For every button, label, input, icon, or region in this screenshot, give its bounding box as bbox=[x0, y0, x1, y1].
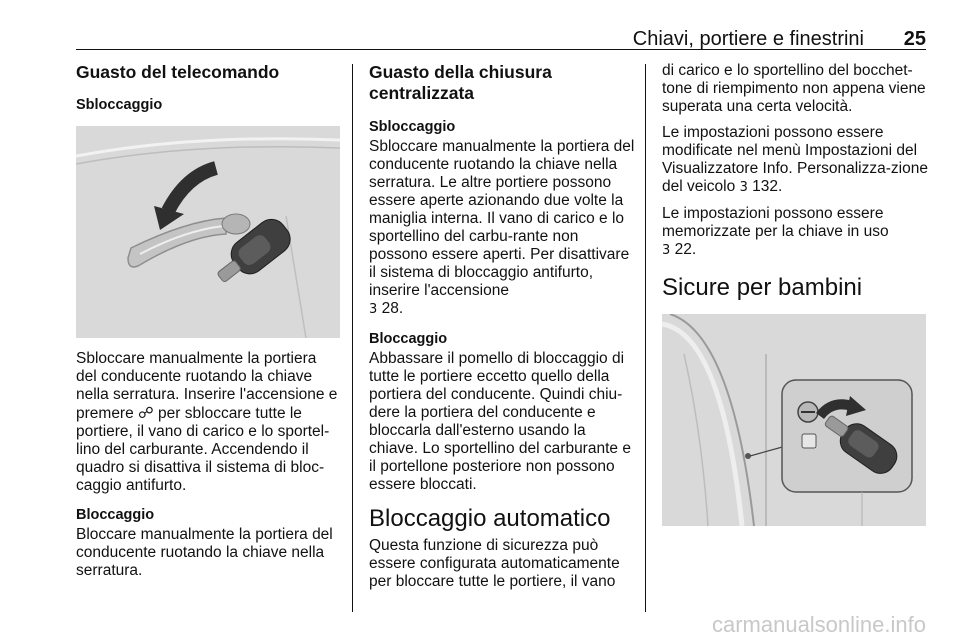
section-heading: Guasto della chiusura centralizzata bbox=[369, 62, 552, 103]
subheading-lock: Bloccaggio bbox=[76, 507, 155, 523]
reference-arrow-icon: 3 bbox=[662, 243, 671, 258]
header-divider bbox=[76, 49, 926, 50]
paragraph-lock: Bloccare manualmente la portiera del conducente ruotando la chiave nella serratura. bbox=[76, 526, 333, 579]
chapter-title: Chiavi, portiere e finestrini bbox=[632, 28, 864, 50]
page-reference-link[interactable]: 22. bbox=[674, 241, 697, 258]
subheading-lock: Bloccaggio bbox=[369, 331, 448, 347]
column-3 bbox=[662, 62, 928, 526]
subheading-unlock: Sbloccaggio bbox=[76, 97, 163, 113]
paragraph-auto-lock: Questa funzione di sicurezza può essere configurata automaticamente per bloccare tutte le portiere, il vano bbox=[369, 537, 620, 590]
reference-arrow-icon: 3 bbox=[739, 180, 748, 195]
reference-arrow-icon: 3 bbox=[369, 302, 378, 317]
paragraph-continued: di carico e lo sportellino del bocchet-tone di riempimento non appena viene superata una certa velocità. bbox=[662, 62, 926, 115]
paragraph-unlock: Sbloccare manualmente la portiera del conducente ruotando la chiave nella serratura. Inserire l'accensione e premere ☍ per sbloccare tutte le portiere, il vano di carico e lo sportel-lino del carburante. Accendendo il quadro si disattiva il sistema di bloc-caggio antifurto. bbox=[76, 350, 338, 494]
section-heading-child-lock: Sicure per bambini bbox=[662, 274, 863, 301]
column-1 bbox=[76, 62, 340, 591]
key-button-icon: ☍ bbox=[138, 404, 154, 422]
watermark: carmanualsonline.info bbox=[711, 612, 926, 637]
column-2 bbox=[369, 62, 635, 602]
column-divider bbox=[645, 64, 646, 612]
page-reference-link[interactable]: 132. bbox=[752, 178, 783, 195]
child-lock-svg bbox=[662, 314, 926, 526]
subheading-unlock: Sbloccaggio bbox=[369, 119, 456, 135]
page-reference-link[interactable]: 28. bbox=[381, 300, 404, 317]
paragraph-lock: Abbassare il pomello di bloccaggio di tutte le portiere eccetto quello della portiera del conducente. Quindi chiu-dere la portiera del conducente e bloccarla dall'esterno usando la chiave. Lo sportellino del carburante e il portellone posteriore non possono essere bloccati. bbox=[369, 350, 631, 493]
door-lock-svg bbox=[76, 126, 340, 338]
child-lock-illustration bbox=[662, 314, 926, 526]
paragraph-memorize: Le impostazioni possono essere memorizzate per la chiave in uso 3 22. bbox=[662, 205, 889, 258]
section-heading-auto-lock: Bloccaggio automatico bbox=[369, 505, 611, 532]
paragraph-unlock: Sbloccare manualmente la portiera del conducente ruotando la chiave nella serratura. Le altre portiere possono essere aperte azionando due volte la maniglia interna. Il vano di carico e lo sportellino del carbu-rante non possono essere aperti. Per disattivare il sistema di bloccaggio antifurto, inserire l'accensione 3 28. bbox=[369, 138, 635, 317]
door-lock-illustration bbox=[76, 126, 340, 338]
page-number: 25 bbox=[903, 28, 926, 50]
section-heading: Guasto del telecomando bbox=[76, 62, 280, 82]
column-divider bbox=[352, 64, 353, 612]
paragraph-settings: Le impostazioni possono essere modificate nel menù Impostazioni del Visualizzatore Info. Personalizza-zione del veicolo 3 132. bbox=[662, 124, 928, 195]
